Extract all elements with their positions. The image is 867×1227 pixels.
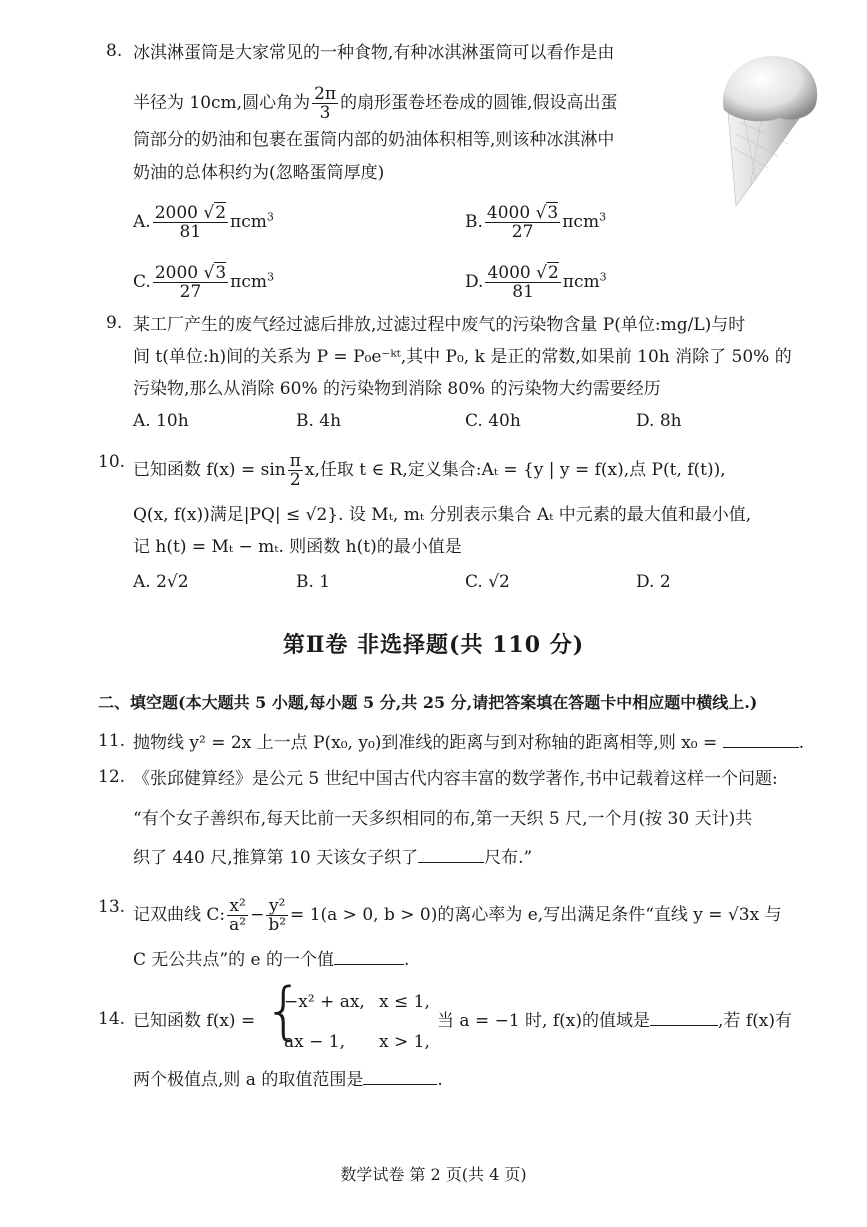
q10-option-b[interactable]: B. 1 [296,572,331,592]
q9-line3: 污染物,那么从消除 60% 的污染物到消除 80% 的污染物大约需要经历 [133,379,661,399]
q14-number: 14. [98,1009,126,1029]
q8-line2: 半径为 10cm,圆心角为 $\frac{2\pi}{3}$ 的扇形蛋卷坯卷成的圆锥,假设高出蛋 [133,84,618,123]
q10-line3: 记 h(t) = Mₜ − mₜ. 则函数 h(t)的最小值是 [133,537,462,557]
q9-option-b[interactable]: B. 4h [296,411,342,431]
q13-line2: C 无公共点”的 e 的一个值 . [133,950,410,970]
q12-line3: 织了 440 尺,推算第 10 天该女子织了 尺布.” [133,848,533,868]
q12-line2: “有个女子善织布,每天比前一天多织相同的布,第一天织 5 尺,一个月(按 30 天计)共 [133,809,753,829]
q8-line1: 冰淇淋蛋筒是大家常见的一种食物,有种冰淇淋蛋筒可以看作是由 [133,43,615,63]
q14-answer-blank-1[interactable] [650,1009,718,1026]
q10-option-a[interactable]: A. 2√2 [133,572,189,592]
q8-option-b[interactable]: B. $\frac{4000 √3}{27}$ πcm$^3$ [465,203,607,242]
q14-line1-tail: 当 a = −1 时, f(x)的值域是 ,若 f(x)有 [437,1011,792,1031]
q10-line2: Q(x, f(x))满足|PQ| ≤ √2}. 设 Mₜ, mₜ 分别表示集合 Aₜ 中元素的最大值和最小值, [133,505,752,525]
q8-option-d[interactable]: D. $\frac{4000 √2}{81}$ πcm$^3$ [465,263,607,302]
q11-answer-blank[interactable] [723,731,799,748]
q8-angle-fraction: $\frac{2\pi}{3}$ [314,84,337,123]
q11-number: 11. [98,731,126,751]
q9-line1: 某工厂产生的废气经过滤后排放,过滤过程中废气的污染物含量 P(单位:mg/L)与时 [133,315,746,335]
q9-option-c[interactable]: C. 40h [465,411,521,431]
part-two-heading: 二、填空题(本大题共 5 小题,每小题 5 分,共 25 分,请把答案填在答题卡中相应题中横线上.) [98,693,758,712]
ice-cream-cone-image [716,52,826,210]
q14-case2-cond: x > 1, [379,1032,430,1052]
q14-case2-expr: ax − 1, [284,1032,345,1052]
q13-line1: 记双曲线 C: $\frac{\text{x²}}{\text{a²}}$ − $\frac{\text{y²}}{\text{b²}}$ = 1(a > 0, b > 0)的离心率为 e,写出满足条件“直线 y = √3x 与 [133,896,782,935]
q8-number: 8. [106,41,123,61]
q14-case1-expr: −x² + ax, [284,992,365,1012]
q10-line1: 已知函数 f(x) = sin $\frac{\pi}{2}$ x,任取 t ∈ R,定义集合:Aₜ = {y | y = f(x),点 P(t, f(t)), [133,451,726,490]
q12-answer-blank[interactable] [418,846,484,863]
q9-number: 9. [106,313,123,333]
q14-case1-cond: x ≤ 1, [379,992,430,1012]
q8-option-a[interactable]: A. $\frac{2000 √2}{81}$ πcm$^3$ [133,203,274,242]
q12-number: 12. [98,767,126,787]
q10-fraction: $\frac{\pi}{2}$ [289,451,301,490]
q10-option-c[interactable]: C. √2 [465,572,510,592]
q9-option-a[interactable]: A. 10h [133,411,189,431]
q14-answer-blank-2[interactable] [363,1068,437,1085]
q13-number: 13. [98,897,126,917]
q12-line1: 《张邱健算经》是公元 5 世纪中国古代内容丰富的数学著作,书中记载着这样一个问题: [133,769,778,789]
q8-line3: 筒部分的奶油和包裹在蛋筒内部的奶油体积相等,则该种冰淇淋中 [133,130,615,150]
q13-fraction-y: $\frac{\text{y²}}{\text{b²}}$ [268,896,287,935]
q11-text: 抛物线 y² = 2x 上一点 P(x₀, y₀)到准线的距离与到对称轴的距离相等,则 x₀ = . [133,733,805,753]
q9-line2: 间 t(单位:h)间的关系为 P = P₀e⁻ᵏᵗ,其中 P₀, k 是正的常数,如果前 10h 消除了 50% 的 [133,347,792,367]
q9-option-d[interactable]: D. 8h [636,411,682,431]
q13-answer-blank[interactable] [334,948,404,965]
q14-lead: 已知函数 f(x) = [133,1011,256,1031]
q13-fraction-x: $\frac{\text{x²}}{\text{a²}}$ [229,896,247,935]
section-title: 第Ⅱ卷 非选择题(共 110 分) [282,632,585,658]
q10-option-d[interactable]: D. 2 [636,572,671,592]
page-footer: 数学试卷 第 2 页(共 4 页) [340,1165,527,1184]
q8-line4: 奶油的总体积约为(忽略蛋筒厚度) [133,163,385,183]
q14-brace: { [264,974,304,1047]
q10-number: 10. [98,452,126,472]
q8-option-c[interactable]: C. $\frac{2000 √3}{27}$ πcm$^3$ [133,263,274,302]
q14-line2: 两个极值点,则 a 的取值范围是 . [133,1070,443,1090]
